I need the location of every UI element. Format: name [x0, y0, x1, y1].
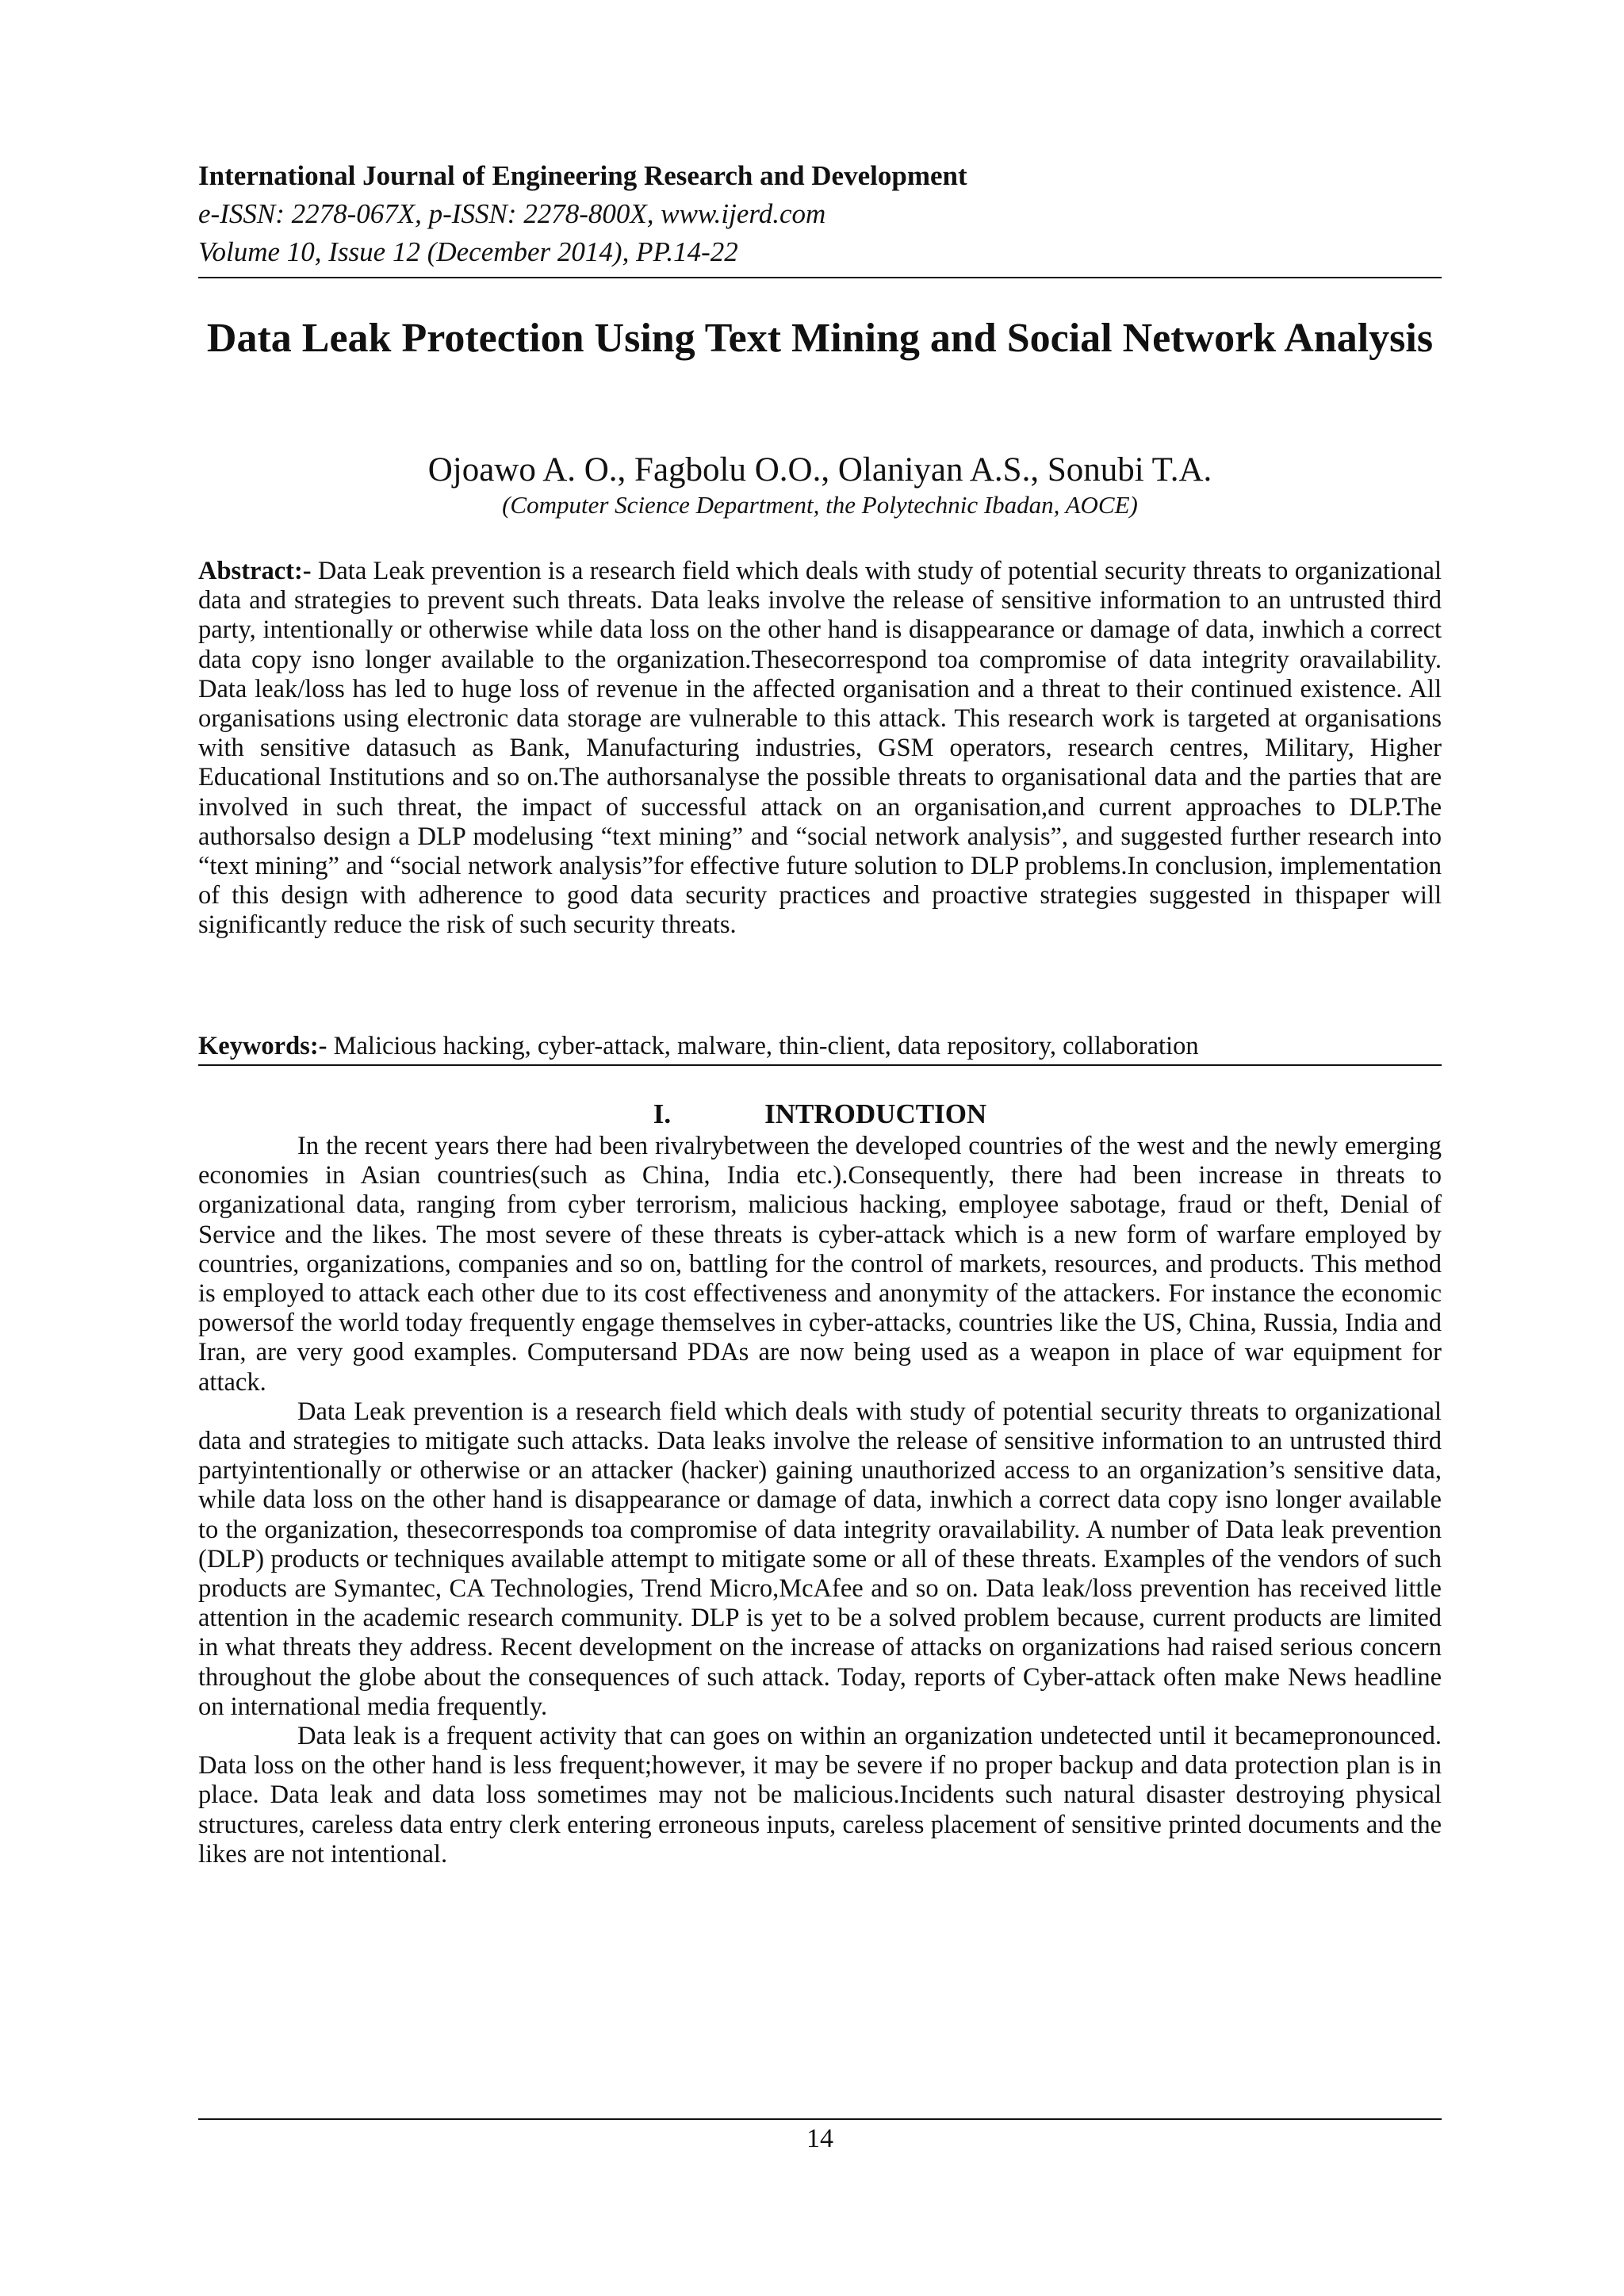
keywords-label: Keywords:- [198, 1032, 327, 1060]
abstract-label: Abstract:- [198, 557, 312, 585]
page-number: 14 [806, 2124, 833, 2153]
paper-title: Data Leak Protection Using Text Mining and Social Network Analysis [206, 316, 1434, 361]
abstract-text: Data Leak prevention is a research field which deals with study of potential security threats to organizational data and strategies to prevent such threats. Data leaks involve the release of sensitive information to an untrusted third party, intentionally or otherwise while data loss on the other hand is disappearance or damage of data, inwhich a correct data copy isno longer available to the organization.Thesecorrespond toa compromise of data integrity oravailability. Data leak/loss has led to huge loss of revenue in the affected organisation and a threat to their continued existence. All organisations using electronic data storage are vulnerable to this attack. This research work is targeted at organisations with sensitive datasuch as Bank, Manufacturing industries, GSM operators, research centres, Military, Higher Educational Institutions and so on.The authorsanalyse the possible threats to organisational data and the parties that are involved in such threat, the impact of successful attack on an organisation,and current approaches to DLP.The authorsalso design a DLP modelusing “text mining” and “social network analysis”, and suggested further research into “text mining” and “social network analysis”for effective future solution to DLP problems.In conclusion, implementation of this design with adherence to good data security practices and proactive strategies suggested in thispaper will significantly reduce the risk of such security threats. [198, 557, 1442, 940]
keywords-rule [198, 1064, 1442, 1066]
introduction-body [198, 1132, 1442, 1869]
journal-volume: Volume 10, Issue 12 (December 2014), PP.14-22 [198, 236, 738, 267]
introduction-paragraph: Data leak is a frequent activity that can goes on within an organization undetected until it becamepronounced. Data loss on the other hand is less frequent;however, it may be severe if no proper backup and data protection plan is in place. Data leak and data loss sometimes may not be malicious.Incidents such natural disaster destroying physical structures, careless data entry clerk entering erroneous inputs, careless placement of sensitive printed documents and the likes are not intentional. [198, 1722, 1442, 1869]
author-list: Ojoawo A. O., Fagbolu O.O., Olaniyan A.S., Sonubi T.A. [427, 451, 1212, 489]
keywords-text: Malicious hacking, cyber-attack, malware, thin-client, data repository, collaboration [333, 1032, 1199, 1060]
introduction-heading [198, 1097, 1442, 1132]
section-title: INTRODUCTION [764, 1098, 987, 1129]
journal-name: International Journal of Engineering Research and Development [198, 160, 967, 191]
introduction-paragraph: Data Leak prevention is a research field which deals with study of potential security threats to organizational data and strategies to mitigate such attacks. Data leaks involve the release of sensitive information to an untrusted third partyintentionally or otherwise or an attacker (hacker) gaining unauthorized access to an organization’s sensitive data, while data loss on the other hand is disappearance or damage of data, inwhich a correct data copy isno longer available to the organization, thesecorresponds toa compromise of data integrity oravailability. A number of Data leak prevention (DLP) products or techniques available attempt to mitigate some or all of these threats. Examples of the vendors of such products are Symantec, CA Technologies, Trend Micro,McAfee and so on. Data leak/loss prevention has received little attention in the academic research community. DLP is yet to be a solved problem because, current products are limited in what threats they address. Recent development on the increase of attacks on organizations had raised serious concern throughout the globe about the consequences of such attack. Today, reports of Cyber-attack often make News headline on international media frequently. [198, 1397, 1442, 1721]
keywords [198, 1030, 1442, 1062]
author-affiliation: (Computer Science Department, the Polytechnic Ibadan, AOCE) [502, 491, 1138, 519]
header-rule [198, 277, 1442, 278]
section-number: I. [653, 1098, 672, 1129]
journal-header [198, 157, 1442, 271]
abstract [198, 557, 1442, 941]
journal-issn: e-ISSN: 2278-067X, p-ISSN: 2278-800X, www.ijerd.com [198, 198, 826, 229]
footer-rule [198, 2118, 1442, 2120]
introduction-paragraph: In the recent years there had been rivalrybetween the developed countries of the west and the newly emerging economies in Asian countries(such as China, India etc.).Consequently, there had been increase in threats to organizational data, ranging from cyber terrorism, malicious hacking, employee sabotage, fraud or theft, Denial of Service and the likes. The most severe of these threats is cyber-attack which is a new form of warfare employed by countries, organizations, companies and so on, battling for the control of markets, resources, and products. This method is employed to attack each other due to its cost effectiveness and anonymity of the attackers. For instance the economic powersof the world today frequently engage themselves in cyber-attacks, countries like the US, China, Russia, India and Iran, are very good examples. Computersand PDAs are now being used as a weapon in place of war equipment for attack. [198, 1132, 1442, 1397]
